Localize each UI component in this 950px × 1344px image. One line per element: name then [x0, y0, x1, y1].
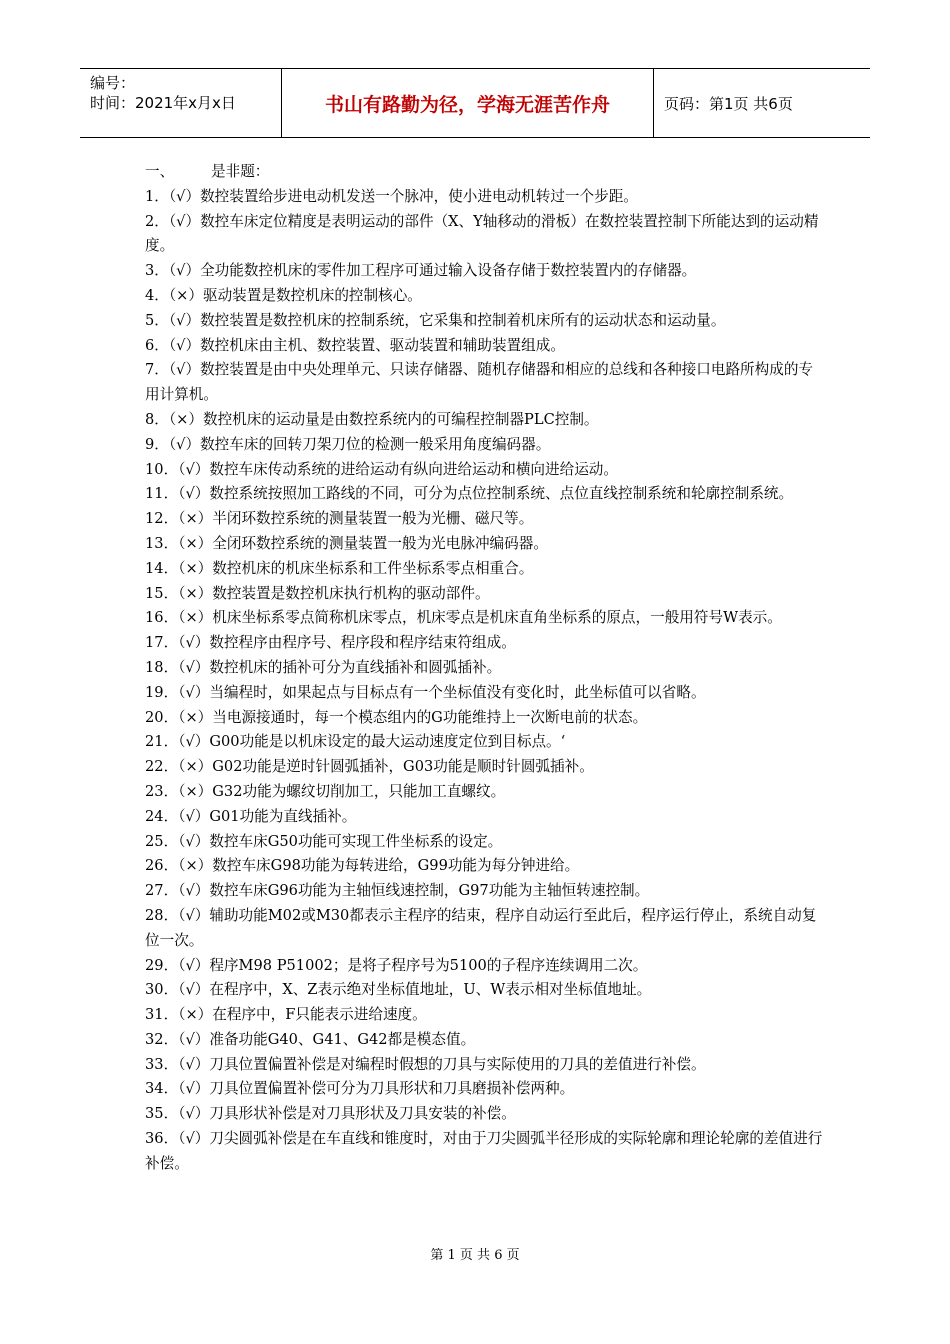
- header-meta: [80, 69, 282, 137]
- question-item: 1．（√）数控装置给步进电动机发送一个脉冲，使小进电动机转过一个步距。: [145, 187, 638, 205]
- time-label: 时间：2021年x月x日: [90, 94, 236, 112]
- header-page-info: 页码：第1页 共6页: [664, 94, 793, 113]
- question-item: 18．（√）数控机床的插补可分为直线插补和圆弧插补。: [145, 658, 502, 676]
- question-item: 5．（√）数控装置是数控机床的控制系统，它采集和控制着机床所有的运动状态和运动量。: [145, 311, 726, 329]
- question-item: 19．（√）当编程时，如果起点与目标点有一个坐标值没有变化时，此坐标值可以省略。: [145, 683, 706, 701]
- document-body: [145, 160, 825, 1177]
- question-item: 4．（×）驱动装置是数控机床的控制核心。: [145, 286, 422, 304]
- question-item: 20．（×）当电源接通时，每一个模态组内的G功能维持上一次断电前的状态。: [145, 708, 648, 726]
- question-item: 16．（×）机床坐标系零点简称机床零点，机床零点是机床直角坐标系的原点，一般用符号W表示。: [145, 609, 782, 627]
- header-motto: 书山有路勤为径，学海无涯苦作舟: [282, 69, 654, 137]
- question-item: 27．（√）数控车床G96功能为主轴恒线速控制，G97功能为主轴恒转速控制。: [145, 882, 650, 900]
- question-item: 10．（√）数控车床传动系统的进给运动有纵向进给运动和横向进给运动。: [145, 460, 618, 478]
- question-item: 34．（√）刀具位置偏置补偿可分为刀具形状和刀具磨损补偿两种。: [145, 1080, 575, 1098]
- question-item: 2．（√）数控车床定位精度是表明运动的部件（X、Y轴移动的滑板）在数控装置控制下所能达到的运动精度。: [145, 212, 819, 255]
- question-item: 30．（√）在程序中，X、Z表示绝对坐标值地址，U、W表示相对坐标值地址。: [145, 981, 652, 999]
- question-item: 13．（×）全闭环数控系统的测量装置一般为光电脉冲编码器。: [145, 534, 548, 552]
- question-item: 32．（√）准备功能G40、G41、G42都是模态值。: [145, 1030, 476, 1048]
- question-item: 9．（√）数控车床的回转刀架刀位的检测一般采用角度编码器。: [145, 435, 551, 453]
- section-title: 是非题：: [211, 163, 270, 180]
- question-item: 21．（√）G00功能是以机床设定的最大运动速度定位到目标点。‘: [145, 733, 566, 751]
- section-heading: [145, 160, 825, 185]
- question-item: 35．（√）刀具形状补偿是对刀具形状及刀具安装的补偿。: [145, 1105, 516, 1123]
- question-item: 12．（×）半闭环数控系统的测量装置一般为光栅、磁尺等。: [145, 510, 534, 528]
- question-item: 8．（×）数控机床的运动量是由数控系统内的可编程控制器PLC控制。: [145, 410, 599, 428]
- question-item: 14．（×）数控机床的机床坐标系和工件坐标系零点相重合。: [145, 559, 534, 577]
- question-item: 24．（√）G01功能为直线插补。: [145, 807, 357, 825]
- question-item: 29．（√）程序M98 P51002；是将子程序号为5100的子程序连续调用二次。: [145, 956, 648, 974]
- question-item: 33．（√）刀具位置偏置补偿是对编程时假想的刀具与实际使用的刀具的差值进行补偿。: [145, 1055, 706, 1073]
- question-item: 26．（×）数控车床G98功能为每转进给，G99功能为每分钟进给。: [145, 857, 580, 875]
- question-item: 36．（√）刀尖圆弧补偿是在车直线和锥度时，对由于刀尖圆弧半径形成的实际轮廓和理论轮廓的差值进行补偿。: [145, 1130, 823, 1172]
- question-item: 7．（√）数控装置是由中央处理单元、只读存储器、随机存储器和相应的总线和各种接口电路所构成的专用计算机。: [145, 361, 814, 404]
- page-header: [80, 68, 870, 138]
- question-item: 22．（×）G02功能是逆时针圆弧插补，G03功能是顺时针圆弧插补。: [145, 758, 594, 776]
- question-list: [145, 185, 825, 1177]
- section-number: 一、: [145, 163, 175, 180]
- number-label: 编号：: [90, 74, 136, 92]
- question-item: 3．（√）全功能数控机床的零件加工程序可通过输入设备存储于数控装置内的存储器。: [145, 262, 697, 280]
- question-item: 23．（×）G32功能为螺纹切削加工，只能加工直螺纹。: [145, 782, 506, 800]
- question-item: 31．（×）在程序中，F只能表示进给速度。: [145, 1006, 427, 1024]
- page-footer: 第 1 页 共 6 页: [430, 1248, 520, 1263]
- question-item: 25．（√）数控车床G50功能可实现工件坐标系的设定。: [145, 832, 503, 850]
- question-item: 11．（√）数控系统按照加工路线的不同，可分为点位控制系统、点位直线控制系统和轮廓控制系统。: [145, 485, 794, 503]
- question-item: 15．（×）数控装置是数控机床执行机构的驱动部件。: [145, 584, 490, 602]
- question-item: 28．（√）辅助功能M02或M30都表示主程序的结束，程序自动运行至此后，程序运行停止，系统自动复位一次。: [145, 906, 817, 949]
- question-item: 6．（√）数控机床由主机、数控装置、驱动装置和辅助装置组成。: [145, 336, 565, 354]
- question-item: 17．（√）数控程序由程序号、程序段和程序结束符组成。: [145, 634, 516, 652]
